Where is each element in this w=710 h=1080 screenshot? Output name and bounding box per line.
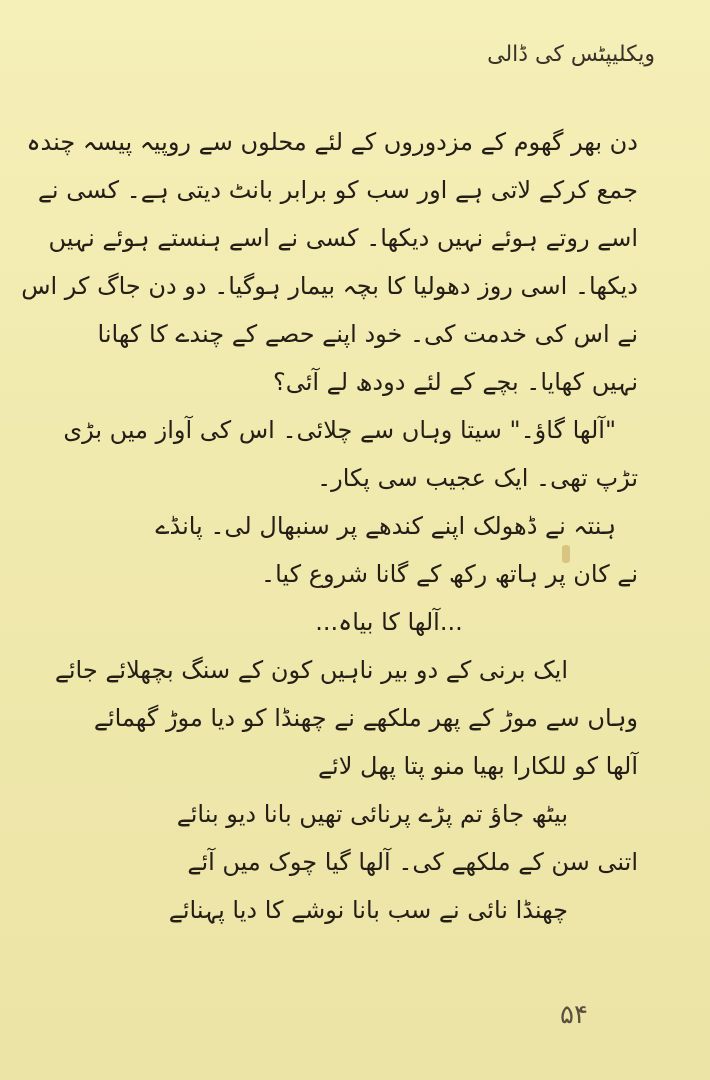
- text-line: نے کان پر ہاتھ رکھ کے گانا شروع کیا۔: [261, 560, 638, 588]
- verse-title: ...آلھا کا بیاہ...: [315, 608, 463, 636]
- text-line: تڑپ تھی۔ ایک عجیب سی پکار۔: [317, 464, 638, 492]
- verse-line: آلھا کو للکارا بھیا منو پتا پھل لائے: [317, 752, 638, 780]
- page-body: [21, 118, 638, 934]
- text-line: نے اس کی خدمت کی۔ خود اپنے حصے کے چندے کا کھانا: [97, 320, 638, 348]
- text-line: "آلھا گاؤ۔" سیتا وہاں سے چلائی۔ اس کی آواز میں بڑی: [63, 416, 616, 444]
- text-line: جمع کرکے لاتی ہے اور سب کو برابر بانٹ دیتی ہے۔ کسی نے: [37, 176, 638, 204]
- page-number: ۵۴: [560, 1000, 588, 1030]
- text-line: ہنتہ نے ڈھولک اپنے کندھے پر سنبھال لی۔ پانڈے: [155, 512, 616, 540]
- text-line: دیکھا۔ اسی روز دھولیا کا بچہ بیمار ہوگیا۔ دو دن جاگ کر اس: [21, 272, 638, 300]
- text-line: نہیں کھایا۔ بچے کے لئے دودھ لے آئی؟: [272, 368, 638, 396]
- text-line: دن بھر گھوم کے مزدوروں کے لئے محلوں سے روپیہ پیسہ چندہ: [26, 128, 638, 156]
- text-line: اسے روتے ہوئے نہیں دیکھا۔ کسی نے اسے ہنستے ہوئے نہیں: [48, 224, 638, 252]
- verse-line: وہاں سے موڑ کے پھر ملکھے نے چھنڈا کو دیا موڑ گھمائے: [93, 704, 638, 732]
- verse-line: بیٹھ جاؤ تم پڑے پرنائی تھیں بانا دیو بنائے: [176, 800, 568, 828]
- verse-line: چھنڈا نائی نے سب بانا نوشے کا دیا پہنائے: [168, 896, 568, 924]
- running-header: ویکلیپٹس کی ڈالی: [487, 42, 655, 67]
- verse-line: اتنی سن کے ملکھے کی۔ آلھا گیا چوک میں آئے: [187, 848, 638, 876]
- verse-line: ایک برنی کے دو بیر ناہیں کون کے سنگ بچھلائے جائے: [54, 656, 568, 684]
